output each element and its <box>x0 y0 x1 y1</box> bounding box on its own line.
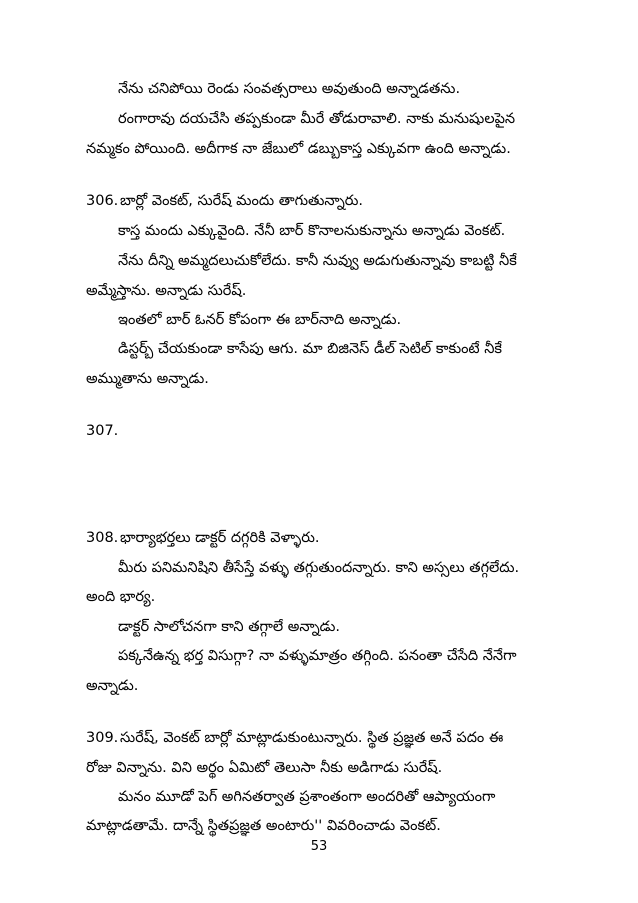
text-line: నమ్మకం పోయింది. అదీగాక నా జేబులో డబ్బుకాస్త ఎక్కువగా ఉంది అన్నాడు. <box>86 141 511 157</box>
text-line: మనం మూడో పెగ్ అగినతర్వాత ప్రశాంతంగా అందరితో ఆప్యాయంగా <box>118 789 496 805</box>
page-number: 53 <box>310 839 328 854</box>
joke-308 <box>86 527 566 549</box>
text-line: మీరు పనిమనిషిని తీసేస్తే వళ్ళు తగ్గుతుందన్నారు. కాని అస్సలు తగ్గలేదు. <box>118 560 520 576</box>
text-line: అమ్ముతాను అన్నాడు. <box>86 371 209 387</box>
joke-306 <box>86 190 566 212</box>
joke-307 <box>86 420 566 442</box>
text-line: డిస్టర్బ్ చేయకుండా కాసేపు ఆగు. మా బిజినెస్ డీల్ సెటిల్ కాకుంటే నీకే <box>118 341 502 357</box>
text-line: ఇంతలో బార్ ఓనర్ కోపంగా ఈ బార్‌నాది అన్నాడు. <box>118 312 402 328</box>
text-line: అమ్మేస్తాను. అన్నాడు సురేష్. <box>86 283 247 299</box>
text-line: డాక్టర్ సాలోచనగా కాని తగ్గాలే అన్నాడు. <box>118 619 341 635</box>
item-number: 307. <box>86 423 119 439</box>
text-line: అన్నాడు. <box>86 678 139 694</box>
text-line: అంది భార్య. <box>86 589 156 605</box>
text-line: భార్యాభర్తలు డాక్టర్ దగ్గరికి వెళ్ళారు. <box>120 530 320 546</box>
text-line: రోజు విన్నాను. విని అర్థం ఏమిటో తెలుసా నీకు అడిగాడు సురేష్. <box>86 760 443 776</box>
item-number: 306. <box>86 193 119 209</box>
text-line: నేను చనిపోయి రెండు సంవత్సరాలు అవుతుంది అన్నాడతను. <box>118 81 461 97</box>
item-number: 308. <box>86 530 119 546</box>
text-line: మాట్లాడతామే. దాన్నే స్థితప్రజ్ఞత అంటారు'' వివరించాడు వెంకట్. <box>86 818 441 834</box>
item-number: 309. <box>86 730 119 746</box>
text-line: కాస్త మందు ఎక్కువైంది. నేనీ బార్ కొనాలనుకున్నాను అన్నాడు వెంకట్. <box>118 223 506 239</box>
text-line: పక్కనేఉన్న భర్త విసుగ్గా? నా వళ్ళుమాత్రం తగ్గింది. పనంతా చేసేది నేనేగా <box>118 648 517 664</box>
text-line: నేను దీన్ని అమ్మదలుచుకోలేదు. కానీ నువ్వు అడుగుతున్నావు కాబట్టి నీకే <box>118 253 517 269</box>
text-line: సురేష్, వెంకట్ బార్లో మాట్లాడుకుంటున్నారు. స్థిత ప్రజ్ఞత అనే పదం ఈ <box>120 730 504 746</box>
text-line: రంగారావు దయచేసి తప్పకుండా మీరే తోడురావాలి. నాకు మనుషులపైన <box>118 111 516 127</box>
text-line: బార్లో వెంకట్, సురేష్ మందు తాగుతున్నారు. <box>120 193 363 209</box>
joke-309 <box>86 727 566 749</box>
